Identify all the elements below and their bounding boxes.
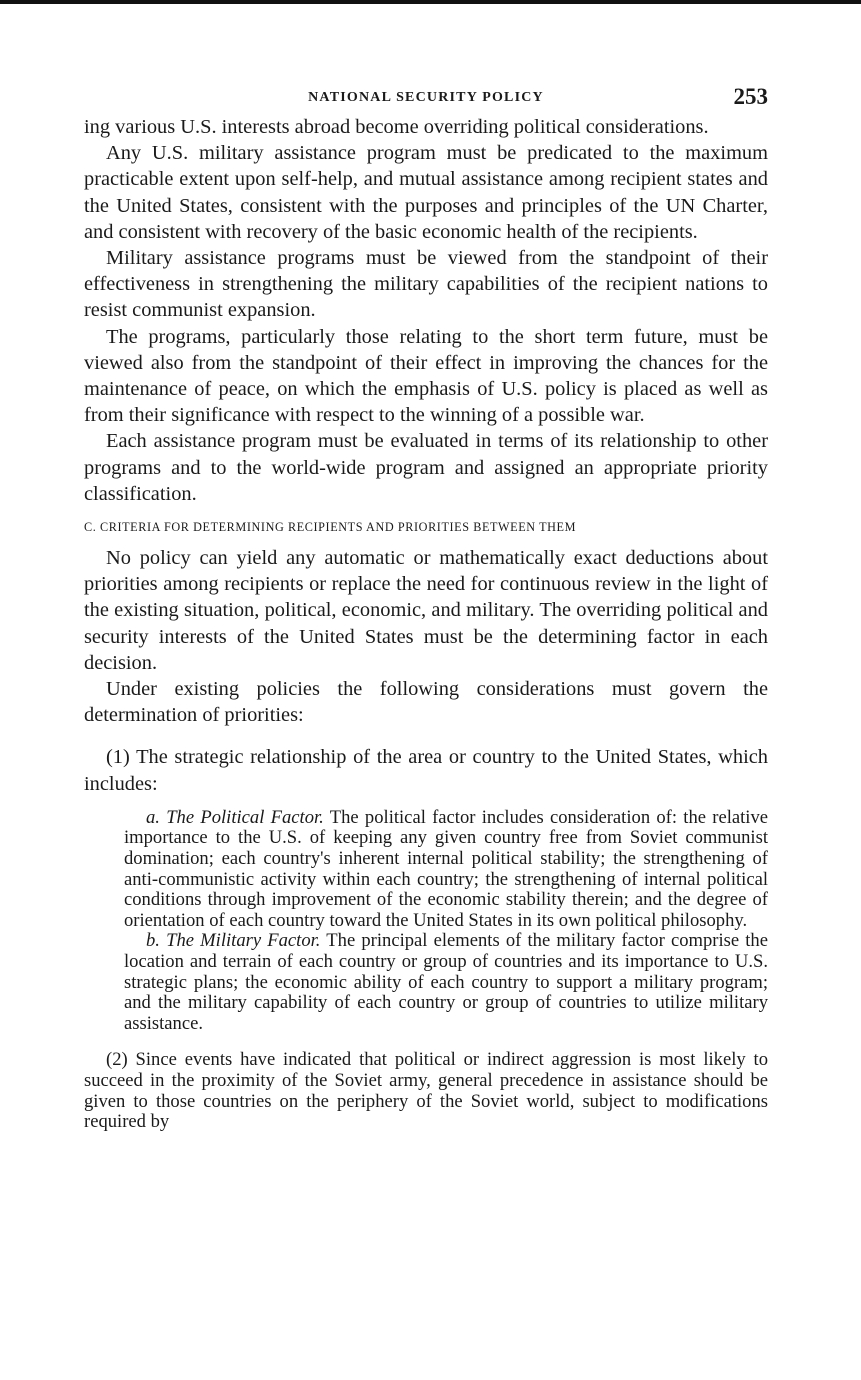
factor-b-military bbox=[124, 931, 768, 1034]
paragraph-no-policy: No policy can yield any automatic or mathematically exact deductions about priorities among recipients or replace the need for continuous review in the light of the existing situation, political, economic, and military. The overriding political and security interests of the United States must be the determining factor in each decision. bbox=[84, 547, 768, 674]
factor-a-title: a. The Political Factor. bbox=[146, 806, 324, 828]
top-edge-rule bbox=[0, 0, 861, 4]
paragraph-priority-classification: Each assistance program must be evaluated in terms of its relationship to other programs and to the world-wide program and assigned an appropriate priority classification. bbox=[84, 430, 768, 505]
paragraph-self-help: Any U.S. military assistance program must be predicated to the maximum practicable extent upon self-help, and mutual assistance among recipient states and the United States, consistent with the purposes and principles of the UN Charter, and consistent with recovery of the basic economic health of the recipients. bbox=[84, 142, 768, 243]
document-page bbox=[84, 84, 768, 1133]
item-2-soviet-periphery: (2) Since events have indicated that political or indirect aggression is most likely to succeed in the proximity of the Soviet army, general precedence in assistance should be given to those countries on the periphery of the Soviet world, subject to modifications required by bbox=[84, 1049, 768, 1133]
section-c-heading: C. CRITERIA FOR DETERMINING RECIPIENTS AND PRIORITIES BETWEEN THEM bbox=[84, 520, 576, 535]
factor-a-text: The political factor includes consideration of: the relative importance to the U.S. of keeping any given country free from Soviet communist domination; each country's inherent internal political stability; the strengthening of anti-communistic activity within each country; the strengthening of internal political conditions through improvement of the economic stability therein; and the degree of orientation of each country toward the United States in its own political philosophy. bbox=[124, 806, 768, 931]
factor-a-political bbox=[124, 808, 768, 932]
running-title: NATIONAL SECURITY POLICY bbox=[308, 90, 544, 105]
paragraph-continuation: ing various U.S. interests abroad become overriding political considerations. bbox=[84, 116, 709, 138]
page-number: 253 bbox=[733, 84, 768, 109]
factor-b-text: The principal elements of the military factor comprise the location and terrain of each country or group of countries and its importance to U.S. strategic plans; the economic ability of each country to support a military program; and the military capability of each country or group of countries to utilize military assistance. bbox=[124, 930, 768, 1034]
paragraph-peace: The programs, particularly those relating to the short term future, must be viewed also from the standpoint of their effect in improving the chances for the maintenance of peace, on which the emphasis of U.S. policy is placed as well as from their significance with respect to the winning of a possible war. bbox=[84, 325, 768, 427]
running-head bbox=[84, 84, 768, 114]
item-1-strategic-relationship: (1) The strategic relationship of the area or country to the United States, which includes: bbox=[84, 746, 768, 795]
paragraph-existing-policies: Under existing policies the following considerations must govern the determination of priorities: bbox=[84, 678, 768, 727]
paragraph-effectiveness: Military assistance programs must be viewed from the standpoint of their effectiveness in strengthening the military capabilities of the recipient nations to resist communist expansion. bbox=[84, 247, 768, 322]
factor-b-title: b. The Military Factor. bbox=[146, 930, 321, 952]
